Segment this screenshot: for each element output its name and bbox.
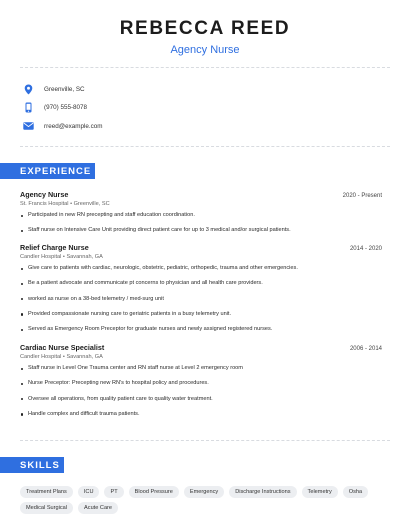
skill-chip: Discharge Instructions bbox=[229, 486, 296, 498]
job-entry bbox=[20, 190, 382, 243]
job-title: Relief Charge Nurse bbox=[20, 243, 89, 252]
job-bullet: Provided compassionate nursing care to geriatric patients in a busy telemetry unit. bbox=[20, 311, 382, 318]
envelope-icon bbox=[20, 118, 36, 134]
job-bullet: Staff nurse on Intensive Care Unit providing direct patient care for up to 3 medical and/or surgical patients. bbox=[20, 227, 382, 234]
header-divider bbox=[20, 67, 390, 68]
job-entry bbox=[20, 243, 382, 341]
skill-chip: Acute Care bbox=[78, 502, 118, 514]
job-bullets bbox=[20, 265, 382, 333]
contact-location-text: Greenville, SC bbox=[44, 85, 85, 93]
contact-divider bbox=[20, 146, 390, 147]
skill-chip: PT bbox=[104, 486, 123, 498]
job-bullet: Be a patient advocate and communicate pt concerns to physician and all health care providers. bbox=[20, 280, 382, 287]
map-pin-icon bbox=[20, 81, 36, 97]
job-title: Agency Nurse bbox=[20, 190, 69, 199]
phone-icon bbox=[20, 100, 36, 116]
skill-chip: Telemetry bbox=[302, 486, 338, 498]
job-bullet: worked as nurse on a 38-bed telemetry / med-surg unit bbox=[20, 296, 382, 303]
job-bullet: Participated in new RN precepting and staff education coordination. bbox=[20, 212, 382, 219]
contact-email-text: rreed@example.com bbox=[44, 122, 103, 130]
job-org: Candler Hospital bbox=[20, 354, 62, 360]
job-org: Candler Hospital bbox=[20, 254, 62, 260]
job-bullets bbox=[20, 365, 382, 418]
job-bullet: Handle complex and difficult trauma patients. bbox=[20, 411, 382, 418]
job-employer bbox=[20, 354, 382, 360]
job-place: Greenville, SC bbox=[73, 201, 110, 207]
job-employer bbox=[20, 254, 382, 260]
job-date: 2014 - 2020 bbox=[349, 246, 382, 252]
job-entry bbox=[20, 343, 382, 426]
job-bullet: Give care to patients with cardiac, neurologic, obstetric, pediatric, orthopedic, trauma and other emergencies. bbox=[20, 265, 382, 272]
job-date: 2006 - 2014 bbox=[349, 346, 382, 352]
skill-chip: Treatment Plans bbox=[20, 486, 73, 498]
skill-chip: Emergency bbox=[184, 486, 224, 498]
job-separator: • bbox=[62, 254, 67, 260]
job-bullet: Oversee all operations, from quality patient care to quality water treatment. bbox=[20, 396, 382, 403]
contact-email bbox=[20, 117, 103, 135]
skill-chip: Medical Surgical bbox=[20, 502, 73, 514]
skills-list bbox=[20, 486, 390, 518]
contact-phone bbox=[20, 99, 103, 117]
job-bullet: Staff nurse in Level One Trauma center and RN staff nurse at Level 2 emergency room bbox=[20, 365, 382, 372]
contact-phone-text: (970) 555-8078 bbox=[44, 104, 88, 111]
skill-chip: Osha bbox=[343, 486, 368, 498]
job-org: St. Francis Hospital bbox=[20, 201, 69, 207]
experience-heading: EXPERIENCE bbox=[0, 163, 95, 179]
candidate-role: Agency Nurse bbox=[170, 44, 240, 56]
job-title: Cardiac Nurse Specialist bbox=[20, 343, 105, 352]
job-separator: • bbox=[70, 201, 74, 207]
contact-location bbox=[20, 80, 103, 98]
job-place: Savannah, GA bbox=[66, 354, 103, 360]
skill-chip: ICU bbox=[78, 486, 100, 498]
candidate-name: REBECCA REED bbox=[119, 18, 291, 39]
job-separator: • bbox=[62, 354, 67, 360]
job-place: Savannah, GA bbox=[66, 254, 103, 260]
experience-divider bbox=[20, 440, 390, 441]
job-employer bbox=[20, 201, 382, 207]
resume-header bbox=[0, 0, 410, 57]
skills-heading: SKILLS bbox=[0, 457, 64, 473]
skill-chip: Blood Pressure bbox=[129, 486, 179, 498]
job-bullets bbox=[20, 212, 382, 234]
job-bullet: Nurse Preceptor: Precepting new RN's to hospital policy and procedures. bbox=[20, 380, 382, 387]
contact-info bbox=[20, 80, 103, 135]
job-bullet: Served as Emergency Room Preceptor for graduate nurses and newly assigned registered nurses. bbox=[20, 326, 382, 333]
job-date: 2020 - Present bbox=[342, 193, 382, 199]
